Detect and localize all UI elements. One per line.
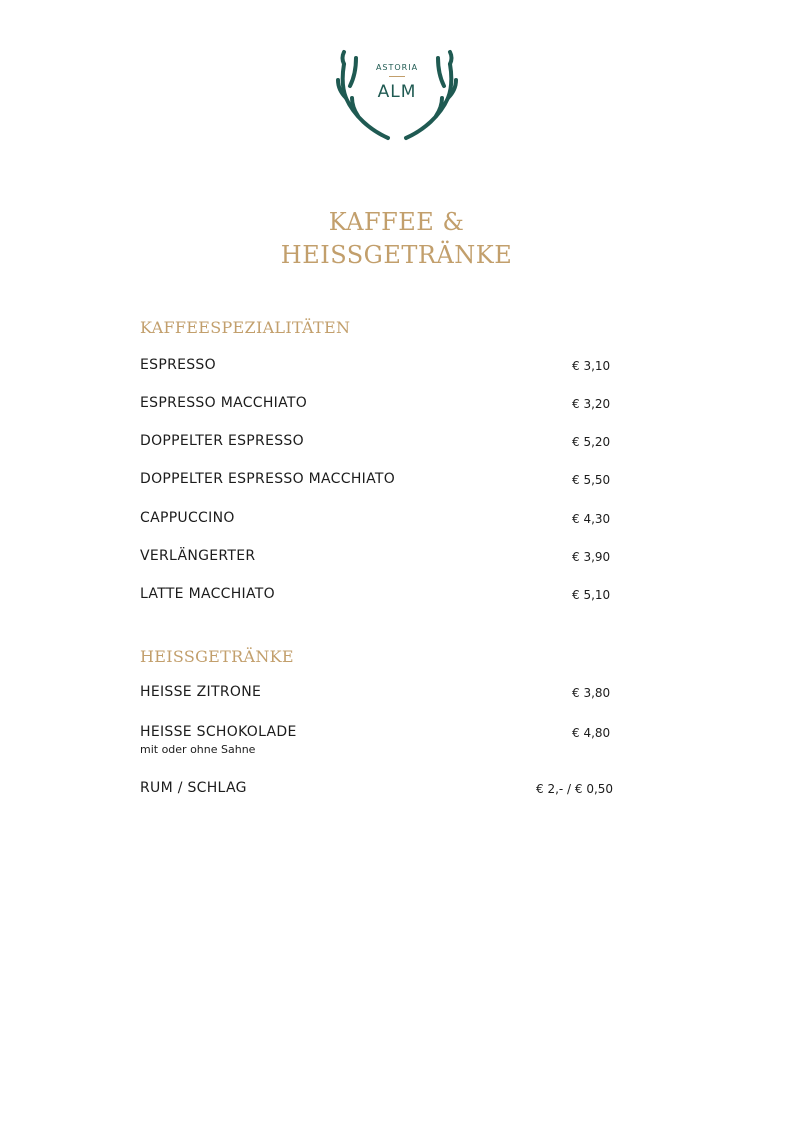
menu-item	[140, 684, 610, 700]
menu-item-name: VERLÄNGERTER	[140, 548, 256, 564]
menu-item-price: € 3,80	[572, 686, 611, 700]
menu-item	[140, 471, 610, 487]
menu-item-name: CAPPUCCINO	[140, 510, 235, 526]
menu-item-price: € 2,- / € 0,50	[536, 782, 614, 796]
menu-item	[140, 510, 610, 526]
menu-item-price: € 5,20	[572, 435, 611, 449]
section-heading-kaffeespezialitaeten: KAFFEESPEZIALITÄTEN	[140, 318, 351, 337]
menu-item-name: LATTE MACCHIATO	[140, 586, 275, 602]
menu-item	[140, 433, 610, 449]
menu-item-name: HEISSE ZITRONE	[140, 684, 262, 700]
menu-item-note: mit oder ohne Sahne	[140, 743, 256, 756]
menu-item-name: ESPRESSO	[140, 357, 216, 373]
menu-item	[140, 586, 610, 602]
menu-item	[140, 780, 614, 796]
menu-item	[140, 724, 610, 756]
menu-item-name: HEISSE SCHOKOLADE	[140, 724, 297, 740]
logo-brand-top: ASTORIA	[375, 63, 419, 72]
menu-item-price: € 4,30	[572, 512, 611, 526]
menu-item	[140, 357, 610, 373]
menu-item-name: DOPPELTER ESPRESSO	[140, 433, 304, 449]
page-title-line1: KAFFEE &	[328, 208, 465, 236]
logo-divider	[389, 76, 405, 77]
menu-item-price: € 5,10	[572, 588, 611, 602]
menu-item	[140, 548, 610, 564]
menu-item-price: € 4,80	[572, 726, 611, 740]
page-title-line2: HEISSGETRÄNKE	[280, 241, 513, 269]
logo	[336, 46, 458, 142]
menu-item-name: DOPPELTER ESPRESSO MACCHIATO	[140, 471, 396, 487]
menu-item-price: € 3,90	[572, 550, 611, 564]
logo-brand-main: ALM	[377, 82, 417, 102]
menu-item-price: € 3,20	[572, 397, 611, 411]
menu-item-price: € 5,50	[572, 473, 611, 487]
menu-item	[140, 395, 610, 411]
menu-item-name: ESPRESSO MACCHIATO	[140, 395, 308, 411]
menu-item-price: € 3,10	[572, 359, 611, 373]
menu-item-name: RUM / SCHLAG	[140, 780, 247, 796]
section-heading-heissgetraenke: HEISSGETRÄNKE	[140, 647, 294, 666]
page-title	[0, 206, 793, 272]
